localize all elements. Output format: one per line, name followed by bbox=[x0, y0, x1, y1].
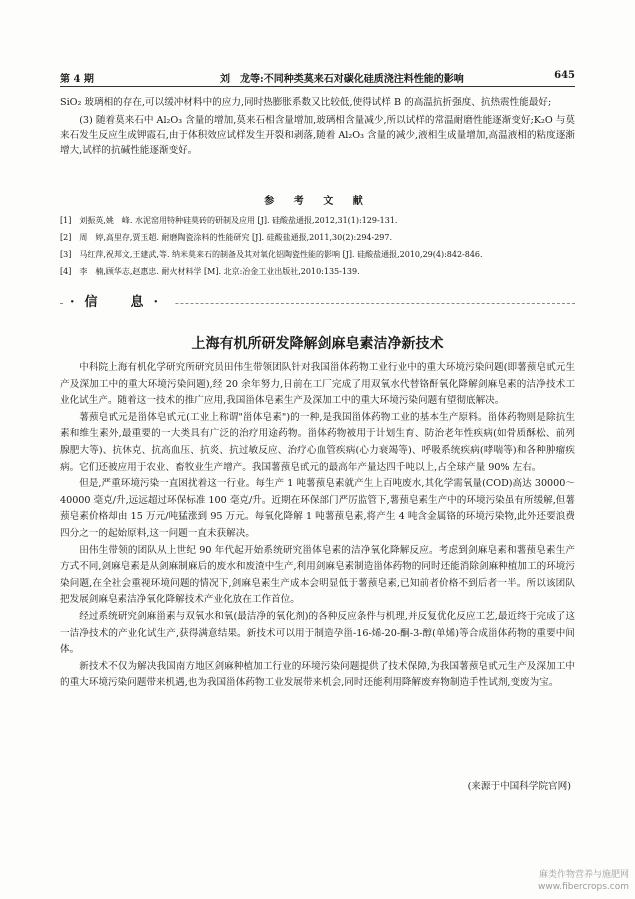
running-header bbox=[60, 70, 575, 87]
reference-item: [4] 李 楠,顾华志,赵惠忠. 耐火材料学 [M]. 北京:冶金工业出版社,2010:135-139. bbox=[60, 267, 360, 276]
reference-list bbox=[60, 212, 575, 280]
watermark-name: 麻类作物营养与施肥网 bbox=[538, 870, 629, 880]
references-heading: 参 考 文 献 bbox=[264, 196, 371, 207]
article-source: (来源于中国科学院官网) bbox=[467, 781, 571, 792]
article-paragraph: 薯蓣皂甙元是甾体皂甙元(工业上称谓"甾体皂素")的一种,是我国甾体药物工业的基本生产原料。甾体药物则是除抗生素和维生素外,最重要的一大类具有广泛的治疗用途药物。甾体药物被用于计划生育、防治老年性疾病(如骨质酥松、前列腺肥大等)、抗休克、抗高血压、抗炎、抗过敏反应、治疗心血管疾病(心力衰竭等)、呼吸系统疾病(哮喘等)和各种肿瘤疾病。它们还被应用于农业、畜牧业生产增产。我国薯蓣皂甙元的最高年产量达四千吨以上,占全球产量 90% 左右。 bbox=[60, 411, 575, 473]
body-continuation bbox=[60, 95, 575, 158]
reference-item: [1] 刘振英,姚 峰. 水泥窑用特种硅莫砖的研制及应用 [J]. 硅酸盐通报,2012,31(1):129-131. bbox=[60, 216, 398, 225]
article-paragraph: 但是,严重环境污染一直困扰着这一行业。每生产 1 吨薯蓣皂素就产生上百吨废水,其化学需氧量(COD)高达 30000～40000 毫克/升,远远超过环保标准 100 毫克/升。近期在环保部门严厉监管下,薯蓣皂素生产中的环境污染虽有所缓解,但薯蓣皂素价格却由 15 万元/吨猛涨到 95 万元。每氧化降解 1 吨薯蓣皂素,将产生 4 吨含金属铬的环境污染物,此外还要浪费四分之一的起始原料,这一问题一直未获解决。 bbox=[60, 478, 575, 539]
reference-item: [2] 周 婷,高里存,贾玉超. 耐磨陶瓷涂料的性能研究 [J]. 硅酸盐通报,2011,30(2):294-297. bbox=[60, 233, 393, 242]
body-paragraph: (3) 随着莫来石中 Al₂O₃ 含量的增加,莫来石相含量增加,玻璃相含量减少,所以试样的常温耐磨性能逐渐变好;K₂O 与莫来石发生反应生成钾霞石,由于体积效应试样发生开裂和剥落,随着 Al₂O₃ 含量的减少,液相生成量增加,高温液相的粘度逐渐增大,试样的抗碱性能逐渐变好。 bbox=[60, 115, 575, 156]
article-paragraph: 经过系统研究剑麻甾素与双氧水和氧(最洁净的氧化剂)的各种反应条件与机理,并反复优化反应工艺,最近终于完成了这一洁净技术的产业化试生产,获得满意结果。新技术可以用于制造孕甾-16-烯-20-酮-3-醇(单烯)等合成甾体药物的重要中间体。 bbox=[60, 610, 575, 656]
reference-item: [3] 马红萍,祝邦文,王建武,等. 纳米莫来石的制备及其对氧化铝陶瓷性能的影响 [J]. 硅酸盐通报,2010,29(4):842-846. bbox=[60, 250, 483, 259]
article-title: 上海有机所研发降解剑麻皂素洁净新技术 bbox=[191, 336, 444, 352]
site-watermark bbox=[538, 869, 629, 893]
running-title: 刘 龙等:不同种类莫来石对碳化硅质浇注料性能的影响 bbox=[220, 74, 464, 85]
section-label: ·信 息· bbox=[64, 291, 174, 310]
issue-number: 第 4 期 bbox=[60, 74, 94, 85]
page-number: 645 bbox=[554, 70, 575, 81]
watermark-url: www.fibercrops.com bbox=[538, 882, 629, 892]
article-paragraph: 新技术不仅为解决我国南方地区剑麻种植加工行业的环境污染问题提供了技术保障,为我国薯蓣皂甙元生产及深加工中的重大环境污染问题带来机遇,也为我国甾体药物工业发展带来机会,同时还能利用降解废弃物制造手性试剂,变废为宝。 bbox=[60, 660, 575, 689]
body-paragraph: SiO₂ 玻璃相的存在,可以缓冲材料中的应力,同时热膨胀系数又比较低,使得试样 B 的高温抗折强度、抗热震性能最好; bbox=[60, 97, 552, 108]
article-paragraph: 田伟生带领的团队从上世纪 90 年代起开始系统研究甾体皂素的洁净氧化降解反应。考虑到剑麻皂素和薯蓣皂素生产方式不同,剑麻皂素是从剑麻制麻后的废水和废渣中生产,利用剑麻皂素制造甾体药物的同时还能消除剑麻种植加工的环境污染问题,在全社会重视环境问题的情况下,剑麻皂素生产成本会明显低于薯蓣皂素,已知前者价格不到后者一半。所以该团队把发展剑麻皂素洁净氧化降解技术产业化放在工作首位。 bbox=[60, 544, 575, 606]
article-paragraph: 中科院上海有机化学研究所研究员田伟生带领团队针对我国甾体药物工业行业中的重大环境污染问题(即薯蓣皂甙元生产及深加工中的重大环境污染问题),经 20 余年努力,日前在工厂完成了用双氧水代替铬酐氧化降解剑麻皂素的洁净技术工业化试生产。随着这一技术的推广应用,我国甾体皂素生产及深加工中的重大环境污染问题有望彻底解决。 bbox=[60, 362, 575, 407]
article-body bbox=[60, 360, 575, 692]
